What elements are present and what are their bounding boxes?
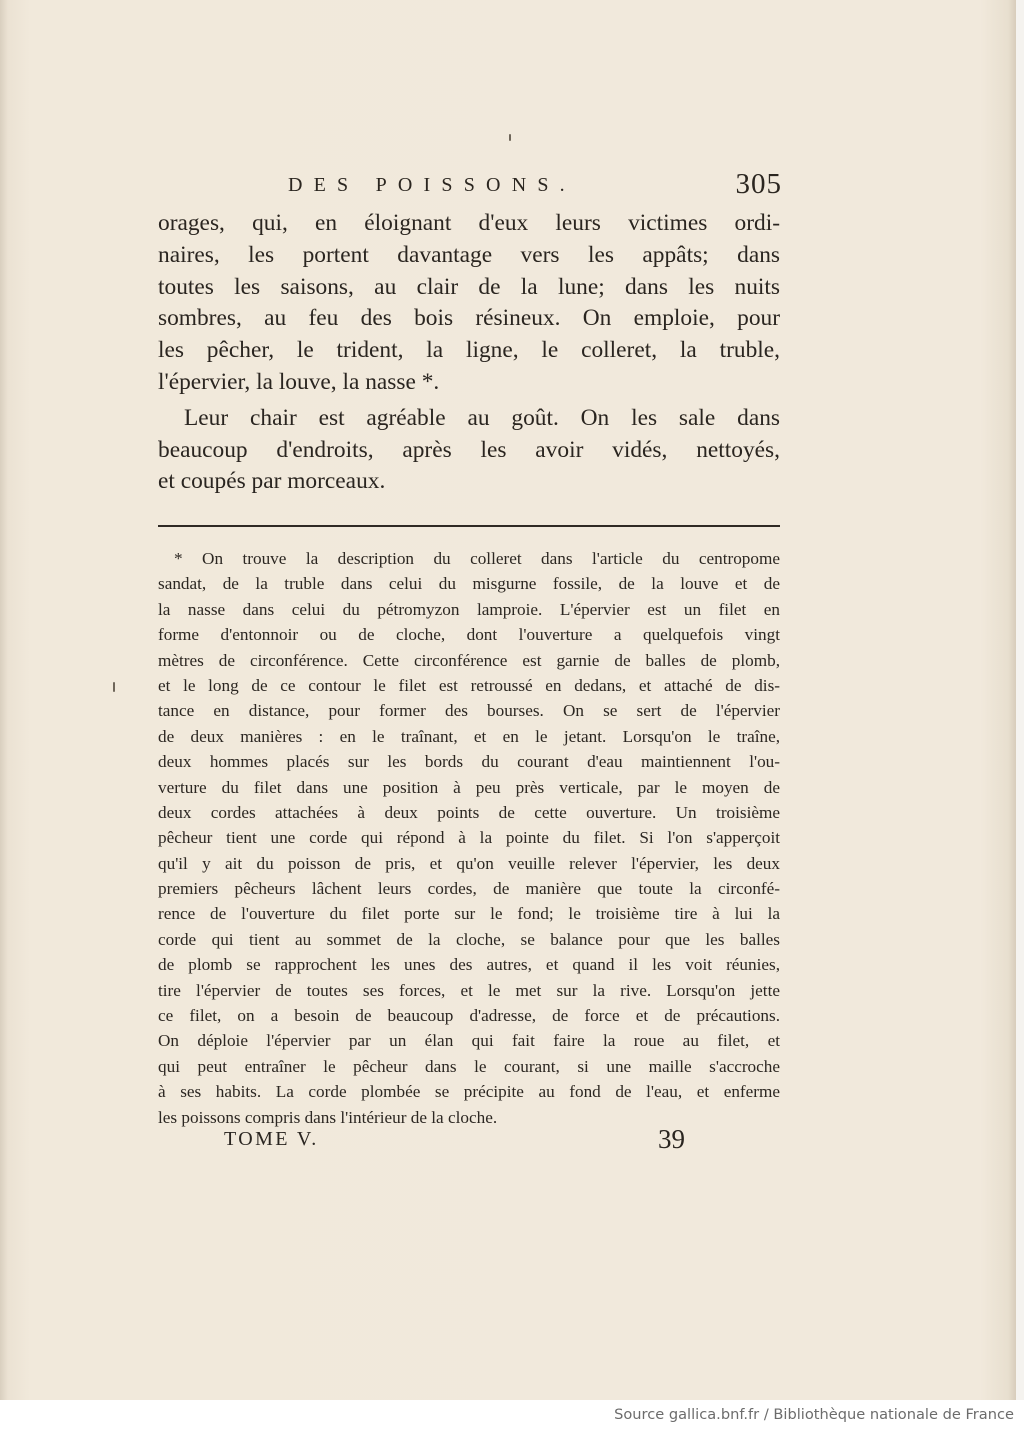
running-head: DES POISSONS.	[288, 174, 576, 196]
page-header	[288, 170, 782, 202]
footnote-line: mètres de circonférence. Cette circonférence est garnie de balles de plomb,	[158, 650, 780, 670]
footnote-line: et le long de ce contour le filet est retroussé en dedans, et attaché de dis-	[158, 675, 780, 695]
paper-speck	[509, 134, 511, 141]
source-bar	[0, 1400, 1024, 1431]
body-line: Leur chair est agréable au goût. On les sale dans	[184, 404, 780, 431]
footnote-line: On déploie l'épervier par un élan qui fait faire la roue au filet, et	[158, 1031, 780, 1051]
page-number: 305	[735, 168, 782, 200]
footnote-line: qu'il y ait du poisson de pris, et qu'on veuille relever l'épervier, les deux	[158, 853, 780, 873]
footnote-line: la nasse dans celui du pétromyzon lamproie. L'épervier est un filet en	[158, 599, 780, 619]
footnote-line: rence de l'ouverture du filet porte sur le fond; le troisième tire à lui la	[158, 904, 780, 924]
footnote-line: pêcheur tient une corde qui répond à la pointe du filet. Si l'on s'apperçoit	[158, 828, 780, 848]
body-line: toutes les saisons, au clair de la lune; dans les nuits	[158, 273, 780, 300]
signature-number: 39	[658, 1124, 685, 1154]
body-text	[158, 208, 780, 498]
signature-tome: TOME V.	[224, 1128, 319, 1150]
body-line: orages, qui, en éloignant d'eux leurs victimes ordi-	[158, 210, 780, 236]
footnote-line: * On trouve la description du colleret dans l'article du centropome	[174, 549, 780, 568]
footnote-line: ce filet, on a besoin de beaucoup d'adresse, de force et de précautions.	[158, 1006, 780, 1026]
footnote-rule	[158, 525, 780, 527]
paper-speck	[113, 682, 115, 692]
body-line: l'épervier, la louve, la nasse *.	[158, 368, 440, 395]
footnote-line: de deux manières : en le traînant, et en le jetant. Lorsqu'on le traîne,	[158, 726, 780, 746]
footnote-line: tire l'épervier de toutes ses forces, et le met sur la rive. Lorsqu'on jette	[158, 980, 780, 1000]
footnote-line: à ses habits. La corde plombée se précipite au fond de l'eau, et enferme	[158, 1082, 780, 1102]
page-edge	[1016, 0, 1024, 1400]
body-line: les pêcher, le trident, la ligne, le colleret, la truble,	[158, 337, 780, 364]
footnote-line: premiers pêcheurs lâchent leurs cordes, de manière que toute la circonfé-	[158, 879, 780, 899]
source-credit: Source gallica.bnf.fr / Bibliothèque nationale de France	[614, 1406, 1014, 1423]
footnote-line: verture du filet dans une position à peu près verticale, par le moyen de	[158, 777, 780, 797]
footnote-line: les poissons compris dans l'intérieur de la cloche.	[158, 1107, 498, 1127]
footnote-line: forme d'entonnoir ou de cloche, dont l'ouverture a quelquefois vingt	[158, 625, 780, 645]
footnote-line: deux hommes placés sur les bords du courant d'eau maintiennent l'ou-	[158, 752, 780, 772]
body-line: et coupés par morceaux.	[158, 468, 386, 495]
body-line: naires, les portent davantage vers les appâts; dans	[158, 241, 780, 268]
footnote-line: deux cordes attachées à deux points de cette ouverture. Un troisième	[158, 802, 780, 822]
footnote-line: de plomb se rapprochent les unes des autres, et quand il les voit réunies,	[158, 955, 780, 975]
footnote-line: corde qui tient au sommet de la cloche, se balance pour que les balles	[158, 929, 780, 949]
footnote-line: tance en distance, pour former des bourses. On se sert de l'épervier	[158, 701, 780, 721]
footnote-line: sandat, de la truble dans celui du misgurne fossile, de la louve et de	[158, 574, 780, 594]
footnote-line: qui peut entraîner le pêcheur dans le courant, si une maille s'accroche	[158, 1056, 780, 1076]
body-line: beaucoup d'endroits, après les avoir vidés, nettoyés,	[158, 436, 780, 463]
body-line: sombres, au feu des bois résineux. On emploie, pour	[158, 305, 780, 332]
footnote	[158, 546, 780, 1130]
